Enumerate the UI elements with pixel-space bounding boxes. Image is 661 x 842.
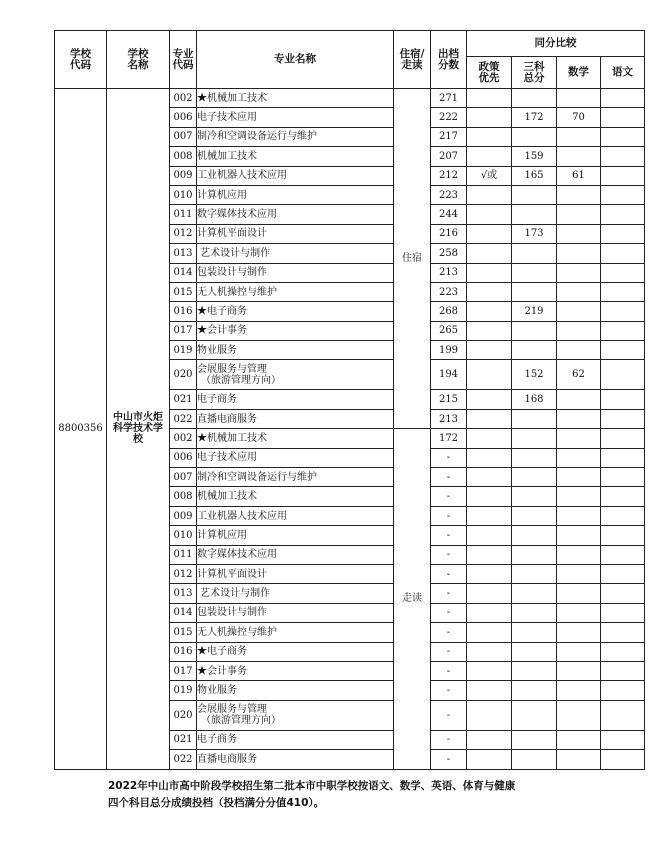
- major-code: 011: [170, 205, 197, 224]
- math-score: [557, 730, 601, 749]
- three-subject-total: [512, 89, 557, 108]
- major-code: 016: [170, 302, 197, 321]
- major-name-text: 直播电商服务: [197, 753, 257, 765]
- major-code: 016: [170, 642, 197, 661]
- three-subject-total: [512, 545, 557, 564]
- header-chinese: 语文: [601, 57, 645, 89]
- math-score: [557, 224, 601, 243]
- policy-priority: [467, 623, 512, 642]
- three-subject-total: [512, 730, 557, 749]
- major-name-text: 工业机器人技术应用: [197, 170, 287, 182]
- policy-priority: [467, 750, 512, 769]
- three-subject-total: 165: [512, 166, 557, 185]
- major-name: [197, 205, 394, 224]
- major-name: [197, 448, 394, 467]
- major-code: 017: [170, 321, 197, 340]
- major-name: [197, 108, 394, 127]
- policy-priority: [467, 661, 512, 680]
- policy-priority: [467, 526, 512, 545]
- major-name: [197, 390, 394, 409]
- chinese-score: [601, 302, 645, 321]
- math-score: [557, 321, 601, 340]
- policy-priority: [467, 700, 512, 730]
- policy-priority: [467, 147, 512, 166]
- major-name-text: 机械加工技术: [197, 150, 257, 162]
- admission-score-table: [54, 30, 645, 770]
- major-code: 022: [170, 750, 197, 769]
- major-code: 014: [170, 603, 197, 622]
- three-subject-total: [512, 409, 557, 428]
- cutoff-score: 244: [431, 205, 467, 224]
- policy-priority: [467, 468, 512, 487]
- major-name-text: 机械加工技术: [197, 491, 257, 503]
- header-compare: 同分比较: [467, 31, 645, 57]
- header-row-1: [55, 31, 645, 57]
- policy-priority: [467, 642, 512, 661]
- math-score: [557, 185, 601, 204]
- major-name: [197, 623, 394, 642]
- chinese-score: [601, 700, 645, 730]
- header-boarding: 住宿/ 走读: [394, 31, 431, 89]
- cutoff-score: -: [431, 564, 467, 583]
- header-major-code: 专业 代码: [170, 31, 197, 89]
- school-code: 8800356: [55, 89, 107, 770]
- chinese-score: [601, 661, 645, 680]
- major-name-text: 直播电商服务: [197, 413, 257, 425]
- cutoff-score: -: [431, 700, 467, 730]
- math-score: [557, 661, 601, 680]
- chinese-score: [601, 147, 645, 166]
- major-code: 010: [170, 526, 197, 545]
- three-subject-total: [512, 526, 557, 545]
- major-code: 009: [170, 506, 197, 525]
- major-code: 019: [170, 681, 197, 700]
- chinese-score: [601, 623, 645, 642]
- cutoff-score: -: [431, 468, 467, 487]
- chinese-score: [601, 545, 645, 564]
- three-subject-total: [512, 506, 557, 525]
- math-score: [557, 545, 601, 564]
- math-score: [557, 642, 601, 661]
- major-name-text: 艺术设计与制作: [197, 588, 271, 600]
- policy-priority: [467, 302, 512, 321]
- policy-priority: [467, 341, 512, 360]
- header-cutoff: 出档 分数: [431, 31, 467, 89]
- math-score: [557, 584, 601, 603]
- major-code: 019: [170, 341, 197, 360]
- math-score: [557, 429, 601, 448]
- major-name-sub: （旅游管理方向）: [201, 715, 281, 727]
- chinese-score: [601, 468, 645, 487]
- major-name-text: 计算机应用: [197, 189, 247, 201]
- header-school-code: 学校 代码: [55, 31, 107, 89]
- major-name-text: 计算机平面设计: [197, 228, 267, 240]
- policy-priority: [467, 409, 512, 428]
- major-name: [197, 185, 394, 204]
- major-code: 012: [170, 224, 197, 243]
- major-name: [197, 603, 394, 622]
- major-code: 014: [170, 263, 197, 282]
- major-name-text: 包装设计与制作: [197, 267, 267, 279]
- math-score: [557, 681, 601, 700]
- major-name-text: ★电子商务: [197, 646, 247, 658]
- major-name-text: ★电子商务: [197, 305, 247, 317]
- chinese-score: [601, 429, 645, 448]
- cutoff-score: 223: [431, 185, 467, 204]
- math-score: [557, 506, 601, 525]
- three-subject-total: [512, 700, 557, 730]
- major-name: [197, 321, 394, 340]
- major-name-text: 物业服务: [197, 685, 237, 697]
- chinese-score: [601, 584, 645, 603]
- footnote: [108, 778, 628, 812]
- major-name: [197, 642, 394, 661]
- math-score: [557, 205, 601, 224]
- footnote-line-2: 四个科目总分成绩投档（投档满分分值410）。: [108, 797, 325, 809]
- cutoff-score: -: [431, 623, 467, 642]
- major-name: [197, 584, 394, 603]
- policy-priority: √或: [467, 166, 512, 185]
- major-name-text: ★会计事务: [197, 325, 247, 337]
- chinese-score: [601, 127, 645, 146]
- major-name-text: 会展服务与管理: [197, 363, 267, 375]
- three-subject-total: 168: [512, 390, 557, 409]
- math-score: [557, 244, 601, 263]
- policy-priority: [467, 263, 512, 282]
- math-score: [557, 89, 601, 108]
- policy-priority: [467, 429, 512, 448]
- math-score: [557, 487, 601, 506]
- math-score: [557, 564, 601, 583]
- major-name-text: 数字媒体技术应用: [197, 209, 277, 221]
- math-score: [557, 127, 601, 146]
- major-code: 007: [170, 468, 197, 487]
- cutoff-score: 223: [431, 282, 467, 301]
- math-score: [557, 468, 601, 487]
- cutoff-score: 194: [431, 360, 467, 390]
- three-subject-total: [512, 448, 557, 467]
- header-math: 数学: [557, 57, 601, 89]
- policy-priority: [467, 390, 512, 409]
- major-name-text: 制冷和空调设备运行与维护: [197, 471, 317, 483]
- major-code: 008: [170, 487, 197, 506]
- policy-priority: [467, 127, 512, 146]
- header-policy: 政策 优先: [467, 57, 512, 89]
- major-name-text: 电子技术应用: [197, 452, 257, 464]
- cutoff-score: -: [431, 681, 467, 700]
- policy-priority: [467, 244, 512, 263]
- cutoff-score: -: [431, 448, 467, 467]
- policy-priority: [467, 545, 512, 564]
- three-subject-total: [512, 185, 557, 204]
- major-name-text: 计算机应用: [197, 529, 247, 541]
- three-subject-total: [512, 282, 557, 301]
- chinese-score: [601, 224, 645, 243]
- major-name: [197, 750, 394, 769]
- chinese-score: [601, 166, 645, 185]
- policy-priority: [467, 360, 512, 390]
- chinese-score: [601, 321, 645, 340]
- cutoff-score: 222: [431, 108, 467, 127]
- major-code: 012: [170, 564, 197, 583]
- major-name: [197, 526, 394, 545]
- major-code: 021: [170, 730, 197, 749]
- three-subject-total: 159: [512, 147, 557, 166]
- cutoff-score: 265: [431, 321, 467, 340]
- boarding-mode: 走读: [394, 429, 431, 769]
- major-name-text: ★会计事务: [197, 665, 247, 677]
- chinese-score: [601, 642, 645, 661]
- cutoff-score: -: [431, 545, 467, 564]
- three-subject-total: [512, 750, 557, 769]
- major-name-text: 无人机操控与维护: [197, 626, 277, 638]
- major-name-text: ★机械加工技术: [197, 432, 267, 444]
- cutoff-score: -: [431, 526, 467, 545]
- major-code: 020: [170, 360, 197, 390]
- chinese-score: [601, 360, 645, 390]
- cutoff-score: -: [431, 661, 467, 680]
- policy-priority: [467, 564, 512, 583]
- major-name: [197, 409, 394, 428]
- math-score: [557, 750, 601, 769]
- major-code: 008: [170, 147, 197, 166]
- math-score: [557, 603, 601, 622]
- major-name-text: 艺术设计与制作: [197, 247, 271, 259]
- math-score: [557, 341, 601, 360]
- three-subject-total: [512, 584, 557, 603]
- chinese-score: [601, 205, 645, 224]
- math-score: [557, 623, 601, 642]
- footnote-line-1: 2022年中山市高中阶段学校招生第二批本市中职学校按语文、数学、英语、体育与健康: [108, 780, 516, 792]
- cutoff-score: 213: [431, 409, 467, 428]
- three-subject-total: [512, 263, 557, 282]
- major-name: [197, 468, 394, 487]
- policy-priority: [467, 224, 512, 243]
- major-name: [197, 360, 394, 390]
- three-subject-total: [512, 321, 557, 340]
- major-code: 011: [170, 545, 197, 564]
- major-name: [197, 545, 394, 564]
- three-subject-total: [512, 468, 557, 487]
- major-code: 020: [170, 700, 197, 730]
- cutoff-score: 258: [431, 244, 467, 263]
- table-row: [55, 89, 645, 108]
- chinese-score: [601, 185, 645, 204]
- major-name: [197, 282, 394, 301]
- three-subject-total: [512, 642, 557, 661]
- major-name: [197, 429, 394, 448]
- chinese-score: [601, 603, 645, 622]
- major-code: 013: [170, 584, 197, 603]
- major-name-text: 电子商务: [197, 734, 237, 746]
- header-major-name: 专业名称: [197, 31, 394, 89]
- three-subject-total: [512, 661, 557, 680]
- major-code: 022: [170, 409, 197, 428]
- major-name-text: ★机械加工技术: [197, 92, 267, 104]
- policy-priority: [467, 282, 512, 301]
- chinese-score: [601, 282, 645, 301]
- boarding-mode: 住宿: [394, 89, 431, 429]
- cutoff-score: 271: [431, 89, 467, 108]
- cutoff-score: 207: [431, 147, 467, 166]
- major-code: 002: [170, 89, 197, 108]
- major-name-text: 物业服务: [197, 344, 237, 356]
- major-code: 013: [170, 244, 197, 263]
- math-score: 62: [557, 360, 601, 390]
- cutoff-score: 213: [431, 263, 467, 282]
- math-score: [557, 409, 601, 428]
- policy-priority: [467, 487, 512, 506]
- chinese-score: [601, 108, 645, 127]
- three-subject-total: [512, 244, 557, 263]
- major-name: [197, 89, 394, 108]
- major-name-text: 电子技术应用: [197, 112, 257, 124]
- major-name-text: 工业机器人技术应用: [197, 510, 287, 522]
- math-score: [557, 448, 601, 467]
- cutoff-score: 268: [431, 302, 467, 321]
- major-name: [197, 730, 394, 749]
- major-name: [197, 166, 394, 185]
- major-name: [197, 224, 394, 243]
- policy-priority: [467, 321, 512, 340]
- policy-priority: [467, 185, 512, 204]
- major-name-text: 制冷和空调设备运行与维护: [197, 131, 317, 143]
- cutoff-score: -: [431, 603, 467, 622]
- math-score: [557, 147, 601, 166]
- three-subject-total: [512, 564, 557, 583]
- cutoff-score: 212: [431, 166, 467, 185]
- cutoff-score: 172: [431, 429, 467, 448]
- major-name: [197, 341, 394, 360]
- cutoff-score: -: [431, 730, 467, 749]
- chinese-score: [601, 409, 645, 428]
- three-subject-total: [512, 603, 557, 622]
- cutoff-score: -: [431, 487, 467, 506]
- cutoff-score: -: [431, 506, 467, 525]
- major-code: 002: [170, 429, 197, 448]
- major-name: [197, 147, 394, 166]
- major-code: 010: [170, 185, 197, 204]
- policy-priority: [467, 205, 512, 224]
- three-subject-total: [512, 429, 557, 448]
- three-subject-total: [512, 341, 557, 360]
- header-three-total: 三科 总分: [512, 57, 557, 89]
- major-name: [197, 244, 394, 263]
- major-code: 017: [170, 661, 197, 680]
- major-name: [197, 127, 394, 146]
- major-code: 006: [170, 108, 197, 127]
- policy-priority: [467, 506, 512, 525]
- major-code: 007: [170, 127, 197, 146]
- policy-priority: [467, 89, 512, 108]
- three-subject-total: [512, 205, 557, 224]
- policy-priority: [467, 448, 512, 467]
- math-score: 70: [557, 108, 601, 127]
- chinese-score: [601, 730, 645, 749]
- chinese-score: [601, 506, 645, 525]
- major-name-text: 电子商务: [197, 394, 237, 406]
- math-score: [557, 700, 601, 730]
- math-score: 61: [557, 166, 601, 185]
- chinese-score: [601, 263, 645, 282]
- major-code: 015: [170, 623, 197, 642]
- major-name: [197, 681, 394, 700]
- three-subject-total: [512, 487, 557, 506]
- math-score: [557, 263, 601, 282]
- major-name-text: 无人机操控与维护: [197, 286, 277, 298]
- major-name: [197, 564, 394, 583]
- chinese-score: [601, 244, 645, 263]
- major-code: 021: [170, 390, 197, 409]
- major-name: [197, 661, 394, 680]
- chinese-score: [601, 341, 645, 360]
- three-subject-total: 173: [512, 224, 557, 243]
- math-score: [557, 282, 601, 301]
- major-name: [197, 487, 394, 506]
- major-code: 015: [170, 282, 197, 301]
- major-name: [197, 700, 394, 730]
- cutoff-score: -: [431, 642, 467, 661]
- major-name-text: 会展服务与管理: [197, 704, 267, 716]
- math-score: [557, 390, 601, 409]
- chinese-score: [601, 564, 645, 583]
- policy-priority: [467, 603, 512, 622]
- cutoff-score: -: [431, 750, 467, 769]
- major-code: 009: [170, 166, 197, 185]
- policy-priority: [467, 681, 512, 700]
- major-name-text: 计算机平面设计: [197, 568, 267, 580]
- major-name: [197, 302, 394, 321]
- chinese-score: [601, 390, 645, 409]
- math-score: [557, 526, 601, 545]
- policy-priority: [467, 730, 512, 749]
- cutoff-score: -: [431, 584, 467, 603]
- chinese-score: [601, 526, 645, 545]
- chinese-score: [601, 681, 645, 700]
- chinese-score: [601, 89, 645, 108]
- three-subject-total: [512, 681, 557, 700]
- cutoff-score: 217: [431, 127, 467, 146]
- major-name-text: 包装设计与制作: [197, 607, 267, 619]
- policy-priority: [467, 584, 512, 603]
- cutoff-score: 215: [431, 390, 467, 409]
- cutoff-score: 199: [431, 341, 467, 360]
- major-code: 006: [170, 448, 197, 467]
- header-school-name: 学校 名称: [107, 31, 170, 89]
- cutoff-score: 216: [431, 224, 467, 243]
- school-name: 中山市火炬 科学技术学 校: [107, 89, 170, 770]
- three-subject-total: [512, 623, 557, 642]
- major-name-text: 数字媒体技术应用: [197, 549, 277, 561]
- policy-priority: [467, 108, 512, 127]
- three-subject-total: 219: [512, 302, 557, 321]
- major-name: [197, 263, 394, 282]
- three-subject-total: 172: [512, 108, 557, 127]
- three-subject-total: 152: [512, 360, 557, 390]
- chinese-score: [601, 487, 645, 506]
- three-subject-total: [512, 127, 557, 146]
- major-name: [197, 506, 394, 525]
- table-body: [55, 89, 645, 770]
- chinese-score: [601, 750, 645, 769]
- chinese-score: [601, 448, 645, 467]
- math-score: [557, 302, 601, 321]
- major-name-sub: （旅游管理方向）: [201, 374, 281, 386]
